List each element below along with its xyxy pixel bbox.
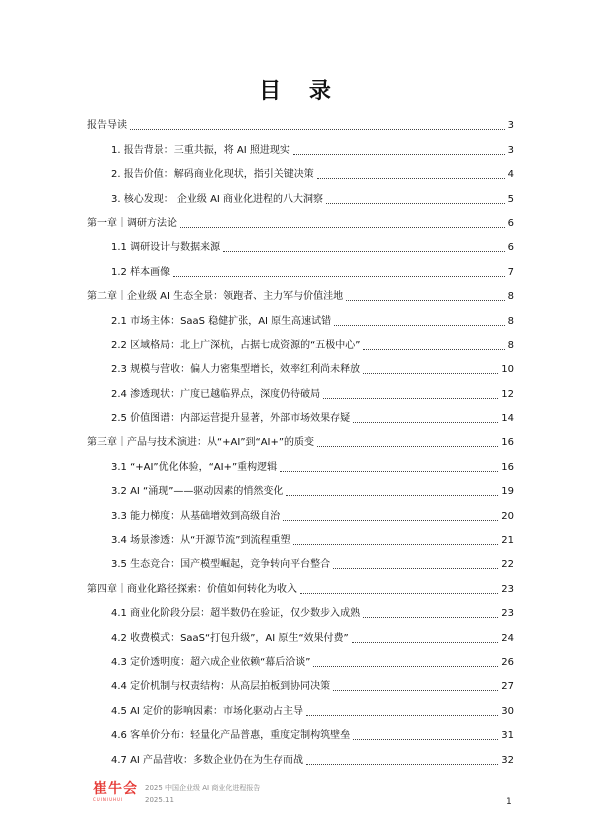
toc-entry-page: 23 xyxy=(501,608,514,620)
toc-dot-leader xyxy=(280,471,498,472)
toc-chapter-entry[interactable] xyxy=(87,108,514,132)
toc-dot-leader xyxy=(333,690,498,691)
brand-logo xyxy=(93,781,139,803)
toc-section-entry[interactable] xyxy=(87,352,514,376)
toc-entry-label: 2. 报告价值：解码商业化现状，指引关键决策 xyxy=(111,169,314,181)
toc-entry-page: 22 xyxy=(501,559,514,571)
toc-dot-leader xyxy=(300,593,498,594)
footer-page-number: 1 xyxy=(506,797,512,807)
toc-entry-page: 21 xyxy=(501,535,514,547)
toc-entry-label: 3.3 能力梯度：从基础增效到高级自治 xyxy=(111,510,281,522)
toc-entry-label: 3.5 生态竞合：国产模型崛起，竞争转向平台整合 xyxy=(111,559,331,571)
toc-section-entry[interactable] xyxy=(87,669,514,693)
toc-chapter-entry[interactable] xyxy=(87,206,514,230)
toc-dot-leader xyxy=(326,203,505,204)
toc-section-entry[interactable] xyxy=(87,596,514,620)
toc-entry-label: 4.1 商业化阶段分层：超半数仍在验证，仅少数步入成熟 xyxy=(111,608,361,620)
toc-entry-page: 6 xyxy=(507,242,514,254)
toc-section-entry[interactable] xyxy=(87,328,514,352)
toc-section-entry[interactable] xyxy=(87,157,514,181)
toc-section-entry[interactable] xyxy=(87,449,514,473)
page-title: 目 录 xyxy=(259,79,341,104)
toc-entry-page: 30 xyxy=(501,705,514,717)
toc-section-entry[interactable] xyxy=(87,474,514,498)
toc-entry-label: 第二章｜企业级 AI 生态全景：领跑者、主力军与价值洼地 xyxy=(87,291,344,303)
toc-entry-label: 4.7 AI 产品营收：多数企业仍在为生存而战 xyxy=(111,754,304,766)
toc-entry-page: 3 xyxy=(507,144,514,156)
toc-section-entry[interactable] xyxy=(87,254,514,278)
toc-entry-page: 8 xyxy=(507,315,514,327)
toc-section-entry[interactable] xyxy=(87,693,514,717)
toc-entry-label: 第一章｜调研方法论 xyxy=(87,217,177,229)
toc-dot-leader xyxy=(363,349,504,350)
toc-entry-page: 6 xyxy=(507,217,514,229)
toc-entry-label: 2.5 价值图谱：内部运营提升显著，外部市场效果存疑 xyxy=(111,413,351,425)
toc-entry-page: 16 xyxy=(501,461,514,473)
toc-dot-leader xyxy=(293,154,505,155)
toc-dot-leader xyxy=(283,520,498,521)
toc-entry-page: 16 xyxy=(501,437,514,449)
toc-section-entry[interactable] xyxy=(87,620,514,644)
toc-dot-leader xyxy=(293,544,498,545)
toc-section-entry[interactable] xyxy=(87,718,514,742)
toc-entry-page: 5 xyxy=(507,193,514,205)
toc-section-entry[interactable] xyxy=(87,230,514,254)
toc-entry-page: 14 xyxy=(501,413,514,425)
toc-dot-leader xyxy=(346,300,504,301)
toc-dot-leader xyxy=(306,764,498,765)
toc-section-entry[interactable] xyxy=(87,132,514,156)
toc-entry-page: 4 xyxy=(507,169,514,181)
toc-entry-label: 4.2 收费模式：SaaS“打包升级”，AI 原生“效果付费” xyxy=(111,632,349,644)
toc-entry-page: 10 xyxy=(501,364,514,376)
toc-entry-label: 2.1 市场主体：SaaS 稳健扩张，AI 原生高速试错 xyxy=(111,315,332,327)
toc-entry-page: 20 xyxy=(501,510,514,522)
toc-entry-label: 3.1 “+AI”优化体验，“AI+”重构逻辑 xyxy=(111,461,278,473)
toc-entry-label: 4.3 定价透明度：超六成企业依赖“幕后洽谈” xyxy=(111,656,311,668)
toc-section-entry[interactable] xyxy=(87,523,514,547)
toc-entry-label: 2.3 规模与营收：偏人力密集型增长，效率红利尚未释放 xyxy=(111,364,361,376)
toc-dot-leader xyxy=(306,715,498,716)
toc-entry-page: 8 xyxy=(507,291,514,303)
toc-dot-leader xyxy=(313,666,498,667)
toc-dot-leader xyxy=(317,446,498,447)
toc-section-entry[interactable] xyxy=(87,645,514,669)
toc-entry-label: 4.5 AI 定价的影响因素：市场化驱动占主导 xyxy=(111,705,304,717)
toc-entry-page: 7 xyxy=(507,266,514,278)
toc-chapter-entry[interactable] xyxy=(87,425,514,449)
toc-section-entry[interactable] xyxy=(87,376,514,400)
table-of-contents xyxy=(87,108,514,767)
toc-dot-leader xyxy=(173,276,505,277)
toc-dot-leader xyxy=(334,325,504,326)
toc-entry-label: 2.2 区域格局：北上广深杭，占据七成资源的“五极中心” xyxy=(111,339,361,351)
toc-chapter-entry[interactable] xyxy=(87,279,514,303)
toc-entry-page: 24 xyxy=(501,632,514,644)
toc-entry-label: 第四章｜商业化路径探索：价值如何转化为收入 xyxy=(87,583,297,595)
toc-dot-leader xyxy=(352,642,499,643)
logo-subtext: CUINIUHUI xyxy=(93,797,124,802)
toc-entry-page: 31 xyxy=(501,730,514,742)
toc-section-entry[interactable] xyxy=(87,401,514,425)
toc-entry-page: 32 xyxy=(501,754,514,766)
toc-dot-leader xyxy=(363,373,498,374)
toc-dot-leader xyxy=(223,251,505,252)
toc-entry-label: 报告导读 xyxy=(87,120,127,132)
toc-entry-page: 19 xyxy=(501,486,514,498)
toc-entry-label: 3. 核心发现： 企业级 AI 商业化进程的八大洞察 xyxy=(111,193,324,205)
toc-dot-leader xyxy=(353,422,498,423)
toc-dot-leader xyxy=(353,739,498,740)
toc-dot-leader xyxy=(323,398,498,399)
toc-dot-leader xyxy=(130,129,505,130)
toc-dot-leader xyxy=(363,617,498,618)
logo-text: 崔牛会 xyxy=(93,781,138,797)
toc-dot-leader xyxy=(333,568,498,569)
toc-entry-page: 3 xyxy=(507,120,514,132)
toc-entry-label: 第三章｜产品与技术演进：从“+AI”到“AI+”的质变 xyxy=(87,437,315,449)
toc-dot-leader xyxy=(317,178,505,179)
toc-chapter-entry[interactable] xyxy=(87,571,514,595)
toc-entry-page: 23 xyxy=(501,583,514,595)
footer-report-title: 2025 中国企业级 AI 商业化进程报告 xyxy=(145,784,261,792)
toc-dot-leader xyxy=(180,227,505,228)
toc-section-entry[interactable] xyxy=(87,498,514,522)
toc-entry-label: 4.6 客单价分布：轻量化产品普惠，重度定制构筑壁垒 xyxy=(111,730,351,742)
toc-entry-label: 1.2 样本画像 xyxy=(111,266,171,278)
toc-section-entry[interactable] xyxy=(87,303,514,327)
toc-entry-label: 4.4 定价机制与权责结构：从高层拍板到协同决策 xyxy=(111,681,331,693)
toc-entry-label: 1.1 调研设计与数据来源 xyxy=(111,242,221,254)
toc-section-entry[interactable] xyxy=(87,181,514,205)
toc-section-entry[interactable] xyxy=(87,547,514,571)
toc-entry-label: 3.2 AI “涌现”——驱动因素的悄然变化 xyxy=(111,486,284,498)
toc-entry-page: 26 xyxy=(501,656,514,668)
footer-date: 2025.11 xyxy=(145,796,174,804)
toc-entry-label: 3.4 场景渗透：从“开源节流”到流程重塑 xyxy=(111,535,291,547)
toc-section-entry[interactable] xyxy=(87,742,514,766)
toc-entry-page: 12 xyxy=(501,388,514,400)
toc-entry-label: 2.4 渗透现状：广度已越临界点，深度仍待破局 xyxy=(111,388,321,400)
toc-dot-leader xyxy=(286,495,498,496)
toc-entry-label: 1. 报告背景：三重共振，将 AI 照进现实 xyxy=(111,144,290,156)
toc-entry-page: 27 xyxy=(501,681,514,693)
toc-entry-page: 8 xyxy=(507,339,514,351)
